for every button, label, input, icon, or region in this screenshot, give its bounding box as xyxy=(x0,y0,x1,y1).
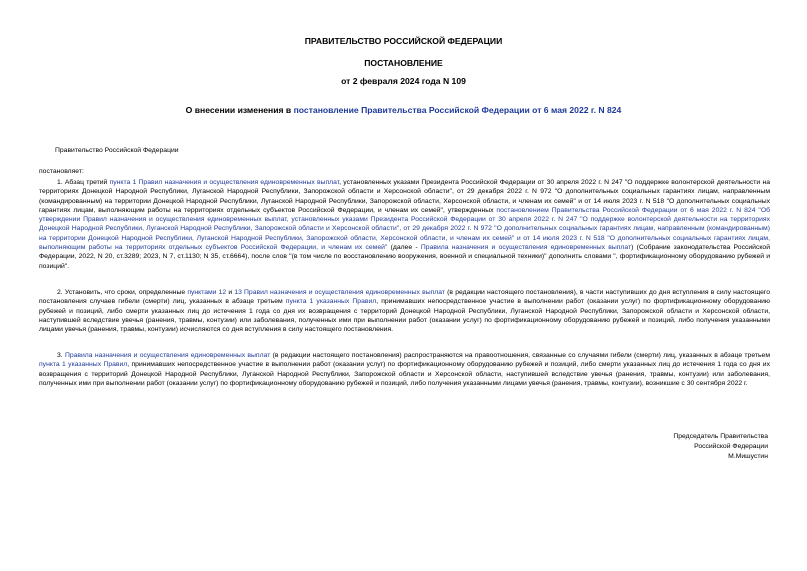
p3-link-point-1[interactable]: пункта 1 указанных Правил xyxy=(39,361,128,369)
preamble-decides: постановляет: xyxy=(39,168,84,175)
p1-link-rules-point-1[interactable]: пункта 1 Правил назначения и осуществления единовременных выплат xyxy=(109,179,340,186)
signature-block xyxy=(673,432,768,462)
p1-link-resolution-824[interactable]: постановлением Правительства Российской Федерации от 6 мая 2022 г. N 824 "Об утверждении Правил назначения и осуществления единовременных выплат, установленных указами Президента Российской Федерации от 30 апреля 2022 г. N 247 "О поддержке волонтерской деятельности на территориях Донецкой Народной Республики, Луганской Народной Республики, Запорожской области и Херсонской области", от 29 декабря 2022 г. N 972 "О дополнительных социальных гарантиях лицам, направленным (командированным) на территории Донецкой Народной Республики, Луганской Народной Республики, Запорожской области, Херсонской области, и членам их семей" и от 14 июля 2023 г. N 518 "О дополнительных социальных гарантиях лицам, выполняющим работы на территориях отдельных субъектов Российской Федерации, и членам их семей" xyxy=(39,206,771,252)
preamble-government: Правительство Российской Федерации xyxy=(55,147,179,154)
signature-country: Российской Федерации xyxy=(694,443,768,450)
p1-text-d: ) (Собрание законодательства Российской Федерации, 2022, N 20, ст.3289; 2023, N 7, ст.1130; N 35, ст.6664), после слов "(в том числе по восстановлению вооружения, военной и специальной техники)" дополнить словами ", фортификационному оборудованию рубежей и позиций". xyxy=(39,244,770,270)
p2-text-d: , принимавших непосредственное участие в выполнении работ (оказании услуг) по фортификационному оборудованию рубежей и позиций, либо смерти указанных лиц до истечения 1 года со дня их возвращения с территорий Донецкой Народной Республики, Луганской Народной Республики, Запорожской области и Херсонской области, наступившей вследствие увечья (ранения, травмы, контузии) или заболевания, полученных ими при выполнении работ (оказании услуг) по фортификационному оборудованию рубежей и позиций, либо получения указанными лицами увечья (ранения, травмы, контузии) исчисляются со дня вступления в силу настоящего постановления. xyxy=(39,298,770,334)
p2-link-point-13-rules[interactable]: 13 Правил назначения и осуществления единовременных выплат xyxy=(234,289,446,296)
p1-text-c: (далее - xyxy=(387,244,421,252)
p3-text-a: 3. xyxy=(57,352,65,359)
p1-text-a: 1. Абзац третий xyxy=(57,179,110,186)
paragraph-2 xyxy=(39,288,770,334)
paragraph-3 xyxy=(39,351,770,388)
paragraph-1 xyxy=(39,178,770,271)
signature-name: М.Мишустин xyxy=(728,453,768,460)
government-heading: ПРАВИТЕЛЬСТВО РОССИЙСКОЙ ФЕДЕРАЦИИ xyxy=(304,36,503,46)
date-number-heading: от 2 февраля 2024 года N 109 xyxy=(341,76,466,86)
p2-link-point-1[interactable]: пункта 1 указанных Правил xyxy=(285,298,377,306)
title-prefix: О внесении изменения в xyxy=(185,105,294,115)
doc-type-heading: ПОСТАНОВЛЕНИЕ xyxy=(364,58,443,68)
p1-text-b: , установленных указами Президента Российской Федерации от 30 апреля 2022 г. N 247 "О поддержке волонтерской деятельности на территориях Донецкой Народной Республики, Луганской Народной Республики, Запорожской области и Херсонской области", от 29 декабря 2022 г. N 972 "О дополнительных социальных гарантиях лицам, направленным (командированным) на территории Донецкой Народной Республики, Луганской Народной Республики, Запорожской области, Херсонской области, и членам их семей" и от 14 июля 2023 г. N 518 "О дополнительных социальных гарантиях лицам, выполняющим работы на территориях отдельных субъектов Российской Федерации, и членам их семей", утвержденных xyxy=(39,179,770,214)
signature-title: Председатель Правительства xyxy=(673,433,768,440)
p2-text-b: и xyxy=(226,289,235,296)
p2-link-points-12[interactable]: пунктами 12 xyxy=(187,289,227,296)
title-link[interactable]: постановление Правительства Российской Федерации от 6 мая 2022 г. N 824 xyxy=(293,105,622,115)
document-title xyxy=(0,105,807,115)
p3-text-b: (в редакции настоящего постановления) распространяются на правоотношения, связанные со случаями гибели (смерти) лиц, указанных в абзаце третьем xyxy=(270,352,770,359)
p2-text-a: 2. Установить, что сроки, определенные xyxy=(57,289,188,296)
p3-text-c: , принимавших непосредственное участие в выполнении работ (оказании услуг) по фортификационному оборудованию рубежей и позиций, либо смерти указанных лиц до истечения 1 года со дня их возвращения с территорий Донецкой Народной Республики, Луганской Народной Республики, Запорожской области и Херсонской области, наступившей вследствие увечья (ранения, травмы, контузии) или заболевания, полученных ими при выполнении работ (оказании услуг) по фортификационному оборудованию рубежей и позиций, либо получения указанными лицами увечья (ранения, травмы, контузии), возникшие с 30 сентября 2022 г. xyxy=(39,361,770,387)
p3-link-rules[interactable]: Правила назначения и осуществления единовременных выплат xyxy=(64,352,271,359)
p2-text-c: (в редакции настоящего постановления), в части наступивших до дня вступления в силу настоящего постановления случаев гибели (смерти) лиц, указанных в абзаце третьем xyxy=(39,289,771,306)
p1-link-rules[interactable]: Правила назначения и осуществления единовременных выплат xyxy=(420,244,632,252)
